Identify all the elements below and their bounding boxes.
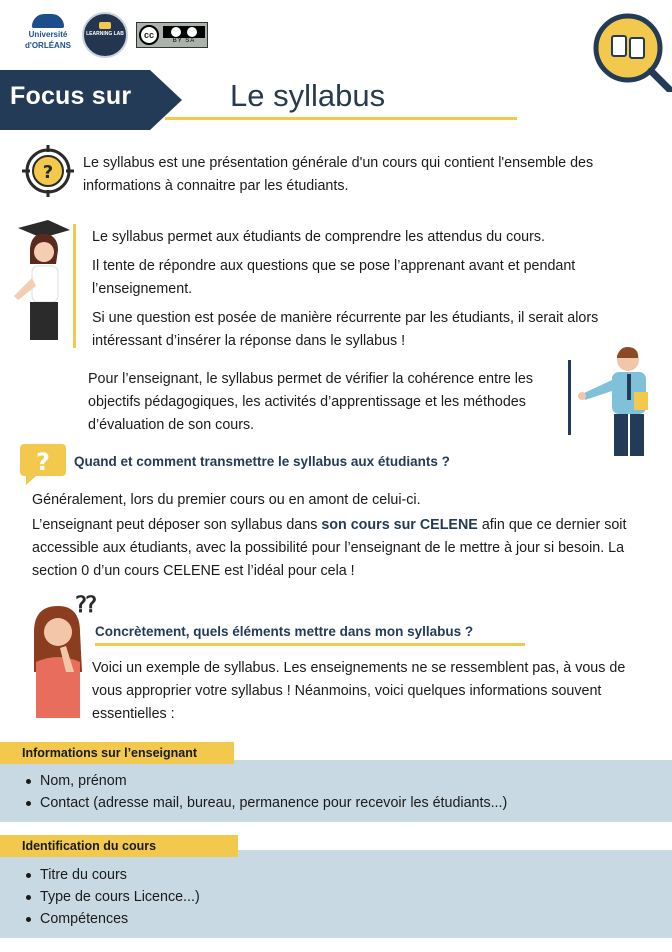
university-logo-line2: d'ORLÉANS [25, 41, 71, 50]
focus-label: Focus sur [10, 82, 132, 110]
university-logo [20, 14, 76, 56]
question1-p2-start: L’enseignant peut déposer son syllabus dans [32, 517, 322, 533]
title-underline [165, 117, 517, 120]
student-block-p2: Il tente de répondre aux questions que se pose l’apprenant avant et pendant l’enseignement. [92, 258, 576, 297]
by-sa-icon [163, 26, 205, 38]
thinking-woman-illustration [22, 602, 92, 718]
intro-text: Le syllabus est une présentation générale d'un cours qui contient l'ensemble des informations à connaitre par les étudiants. [83, 155, 594, 194]
question1-p2-end: afin que ce dernier soit accessible aux étudiants, avec la possibilité pour l’enseignant de le mettre à jour si besoin. La section 0 d’un cours CELENE est l’idéal pour cela ! [32, 517, 627, 579]
question-target-icon [20, 145, 76, 197]
cc-icon: cc [139, 25, 159, 45]
student-block-p3: Si une question est posée de manière récurrente par les étudiants, il serait alors intéressant d’insérer la réponse dans le syllabus ! [92, 310, 599, 349]
magnifier-icon [588, 8, 672, 92]
university-logo-line1: Université [28, 30, 68, 39]
list-item: Compétences [22, 908, 662, 930]
teacher-illustration [576, 344, 660, 460]
question-marks: ⁇ [76, 592, 97, 617]
student-block-bar [73, 224, 76, 348]
teacher-block-bar [568, 360, 571, 435]
creative-commons-badge [136, 22, 208, 48]
question2-body: Voici un exemple de syllabus. Les enseignements ne se ressemblent pas, à vous de vous approprier votre syllabus ! Néanmoins, voici quelques informations souvent essentielles : [92, 660, 626, 722]
question-bubble-icon [20, 440, 66, 486]
section-course-id-title: Identification du cours [0, 835, 238, 857]
list-item: Contact (adresse mail, bureau, permanence pour recevoir les étudiants...) [22, 792, 662, 814]
question1-heading: Quand et comment transmettre le syllabus aux étudiants ? [74, 454, 450, 469]
list-item: Nom, prénom [22, 770, 662, 792]
svg-text:?: ? [42, 162, 54, 183]
section-teacher-info-title: Informations sur l’enseignant [0, 742, 234, 764]
list-item: Titre du cours [22, 864, 662, 886]
page-title: Le syllabus [230, 78, 386, 113]
student-block [92, 226, 652, 359]
section-course-id-list [22, 864, 662, 930]
learning-lab-logo-text: LEARNING LAB [86, 31, 124, 37]
question2-underline [95, 643, 525, 646]
list-item: Type de cours Licence...) [22, 886, 662, 908]
student-block-p1: Le syllabus permet aux étudiants de comprendre les attendus du cours. [92, 229, 545, 245]
license-label: BY SA [172, 38, 196, 44]
celene-highlight: son cours sur CELENE [321, 517, 478, 533]
learning-lab-logo [82, 12, 128, 58]
svg-text:?: ? [36, 448, 50, 476]
question1-p2 [32, 514, 642, 583]
question1-body [32, 489, 642, 585]
teacher-block: Pour l’enseignant, le syllabus permet de vérifier la cohérence entre les objectifs pédagogiques, les activités d’apprentissage et les méthodes d’évaluation de son cours. [88, 371, 534, 433]
section-teacher-info-list [22, 770, 662, 814]
graduate-woman-illustration [8, 218, 80, 342]
question2-heading: Concrètement, quels éléments mettre dans mon syllabus ? [95, 624, 474, 639]
question1-p1: Généralement, lors du premier cours ou en amont de celui-ci. [32, 492, 421, 508]
